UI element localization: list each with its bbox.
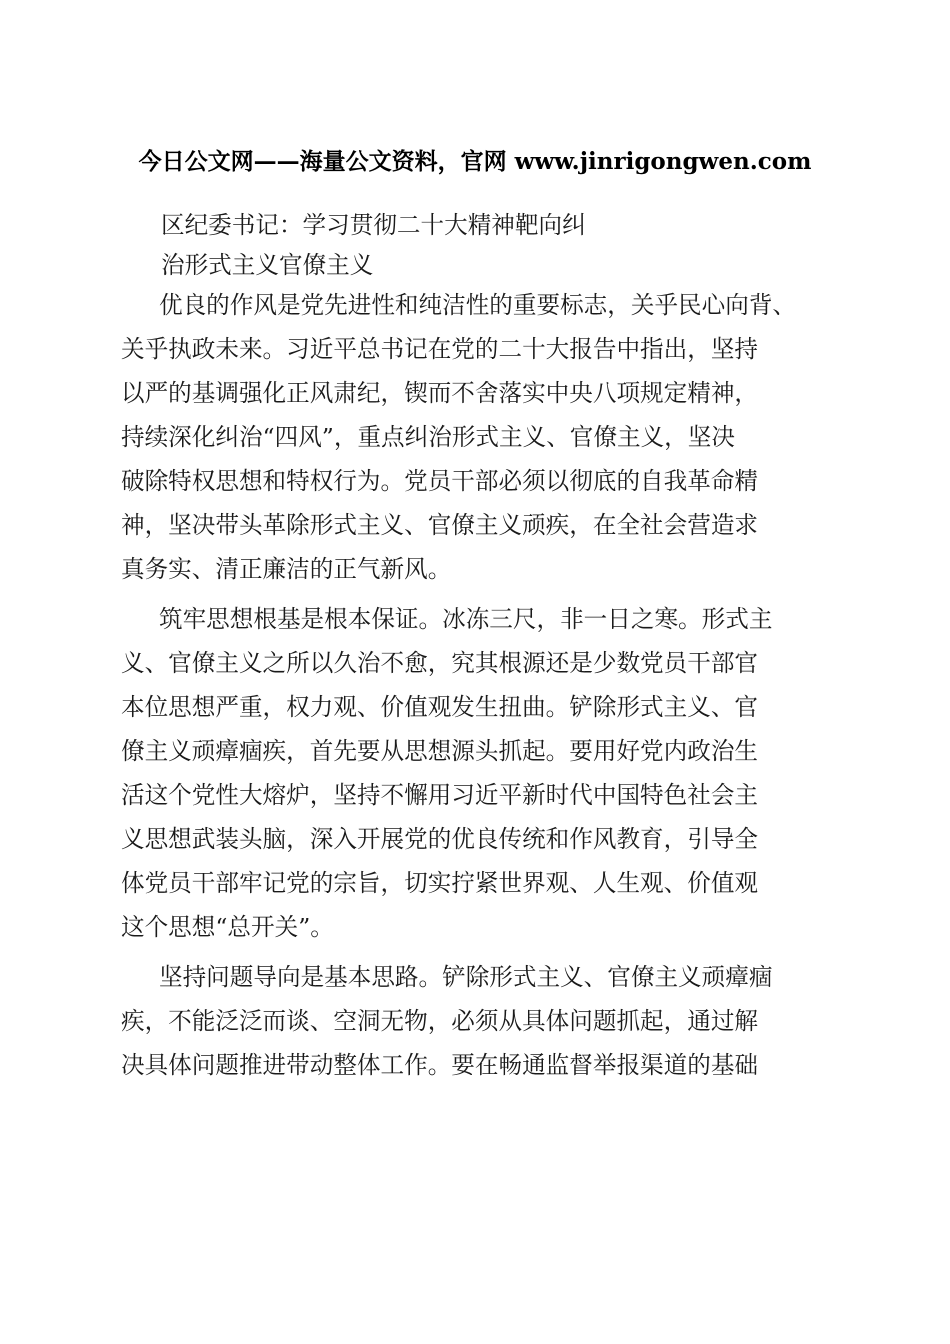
text-line: 持续深化纠治“四风”，重点纠治形式主义、官僚主义，坚决 (121, 423, 735, 451)
text-line: 真务实、清正廉洁的正气新风。 (121, 555, 452, 583)
text-line: 义、官僚主义之所以久治不愈，究其根源还是少数党员干部官 (121, 649, 759, 677)
text-line: 优良的作风是党先进性和纯洁性的重要标志，关乎民心向背、 (159, 291, 797, 319)
article-body (121, 207, 833, 1087)
text-line: 这个思想“总开关”。 (121, 913, 334, 941)
text-line: 破除特权思想和特权行为。党员干部必须以彻底的自我革命精 (121, 467, 759, 495)
text-line: 决具体问题推进带动整体工作。要在畅通监督举报渠道的基础 (121, 1051, 759, 1079)
text-line: 体党员干部牢记党的宗旨，切实拧紧世界观、人生观、价值观 (121, 869, 759, 897)
paragraph-1 (121, 283, 833, 591)
paragraph-3 (121, 955, 833, 1087)
text-line: 坚持问题导向是基本思路。铲除形式主义、官僚主义顽瘴痼 (159, 963, 773, 991)
site-header: 今日公文网——海量公文资料，官网 www.jinrigongwen.com (138, 148, 812, 175)
article-title-line-2: 治形式主义官僚主义 (161, 251, 374, 279)
text-line: 活这个党性大熔炉，坚持不懈用习近平新时代中国特色社会主 (121, 781, 759, 809)
text-line: 疾，不能泛泛而谈、空洞无物，必须从具体问题抓起，通过解 (121, 1007, 759, 1035)
text-line: 义思想武装头脑，深入开展党的优良传统和作风教育，引导全 (121, 825, 759, 853)
paragraph-2 (121, 597, 833, 949)
text-line: 关乎执政未来。习近平总书记在党的二十大报告中指出，坚持 (121, 335, 759, 363)
text-line: 筑牢思想根基是根本保证。冰冻三尺，非一日之寒。形式主 (159, 605, 773, 633)
text-line: 以严的基调强化正风肃纪，锲而不舍落实中央八项规定精神， (121, 379, 759, 407)
text-line: 神，坚决带头革除形式主义、官僚主义顽疾，在全社会营造求 (121, 511, 759, 539)
text-line: 僚主义顽瘴痼疾，首先要从思想源头抓起。要用好党内政治生 (121, 737, 759, 765)
article-title-line-1: 区纪委书记：学习贯彻二十大精神靶向纠 (161, 211, 586, 239)
text-line: 本位思想严重，权力观、价值观发生扭曲。铲除形式主义、官 (121, 693, 759, 721)
